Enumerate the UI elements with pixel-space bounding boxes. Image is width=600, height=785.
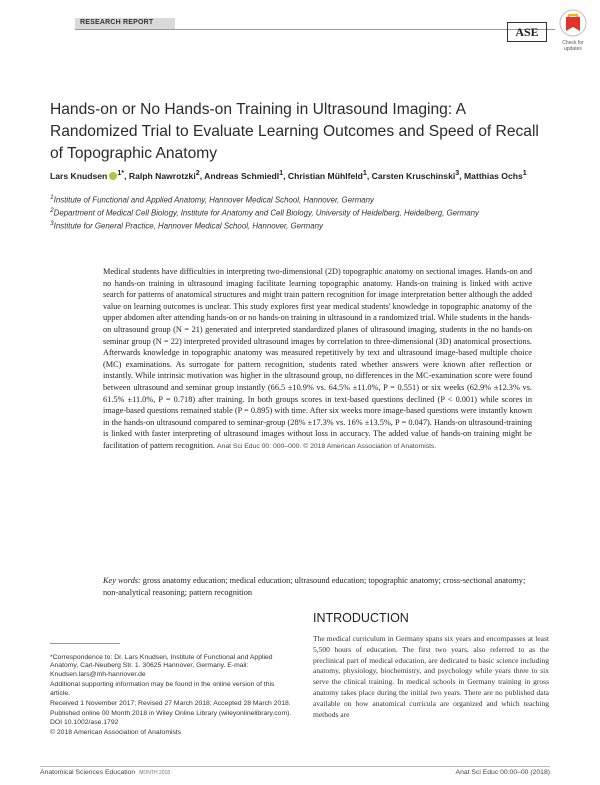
check-for-updates-badge[interactable] bbox=[556, 8, 590, 52]
author-name: Lars Knudsen bbox=[50, 170, 108, 181]
affiliation-text: Institute of Functional and Applied Anatomy, Hannover Medical School, Hannover, Germany bbox=[53, 195, 374, 205]
abstract-text: Medical students have difficulties in interpreting two-dimensional (2D) topographic anatomy on sectional images. Hands-on and no hands-on training in ultrasound imaging facilitate learning topographic anatomy. Hands-on training is linked with active search for patterns of anatomical structures and might train pattern recognition for image interpretation better although the added value on learning outcomes is unclear. This study explores first year medical students' knowledge in topographic anatomy of the upper abdomen after attending hands-on or no hands-on training in ultrasound in a randomized trial. While students in the hands-on ultrasound group (N = 21) generated and interpreted standardized planes of ultrasound imaging, students in the no hands-on seminar group (N = 22) interpreted provided ultrasound images by correlation to three-dimensional (3D) anatomical prosections. Afterwards knowledge in topographic anatomy was measured repetitively by text and ultrasound image-based multiple choice (MC) examinations. As surrogate for pattern recognition, students rated whether answers were known after reflection or instantly. While intrinsic motivation was higher in the ultrasound group, no differences in the MC-examination score were found between ultrasound and seminar group instantly (66.5 ±10.9% vs. 64.5% ±11.0%, P = 0.551) or six weeks (62.9% ±12.3% vs. 61.5% ±11.0%, P = 0.718) after training. In both groups scores in text-based questions declined (P < 0.001) while scores in image-based questions remained stable (P = 0.895) with time. After six weeks more image-based questions were instantly known in the hands-on ultrasound compared to seminar-group (28% ±17.3% vs. 16% ±13.5%, P = 0.047). Hands-on ultrasound-training is linked with faster interpreting of ultrasound images without loss in accuracy. The added value of hands-on training might be facilitation of pattern recognition. bbox=[103, 267, 532, 450]
author-affiliation-marker: 2 bbox=[195, 169, 200, 177]
author-affiliation-marker: 1 bbox=[362, 169, 367, 177]
affiliation-list bbox=[50, 193, 550, 232]
affiliation-text: Department of Medical Cell Biology, Institute for Anatomy and Cell Biology, University of Heidelberg, Heidelberg, Germany bbox=[53, 208, 479, 218]
copyright-note: © 2018 American Association of Anatomists bbox=[50, 729, 182, 737]
published-note: Published online 00 Month 2018 in Wiley Online Library (wileyonlinelibrary.com). DOI 10.1002/ase.1792 bbox=[50, 710, 292, 726]
author-name: Ralph Nawrotzki bbox=[128, 170, 196, 181]
footer-journal bbox=[40, 769, 170, 776]
author-affiliation-marker: 1* bbox=[117, 169, 125, 177]
supporting-info-note: Additional supporting information may be found in the online version of this article. bbox=[50, 681, 275, 697]
keywords bbox=[103, 575, 532, 598]
header-rule bbox=[75, 29, 555, 30]
footnote-rule bbox=[50, 643, 120, 644]
keywords-label: Key words: bbox=[103, 576, 141, 585]
abstract-citation: Anat Sci Educ 00: 000–000. © 2018 American Association of Anatomists. bbox=[217, 442, 437, 450]
abstract bbox=[103, 266, 532, 453]
footnotes bbox=[50, 654, 293, 740]
received-dates: Received 1 November 2017; Revised 27 March 2018; Accepted 28 March 2018. bbox=[50, 700, 291, 708]
author-affiliation-marker: 1 bbox=[279, 169, 284, 177]
affiliation-item bbox=[50, 193, 550, 206]
footer-month: MONTH 2018 bbox=[139, 770, 171, 776]
keywords-text: gross anatomy education; medical education; ultrasound education; topographic anatomy; cross-sectional anatomy; non-analytical reasoning; pattern recognition bbox=[103, 576, 526, 597]
introduction-body: The medical curriculum in Germany spans six years and encompasses at least 5,500 hours of education. The first two years, also referred to as the preclinical part of medical education, are dedicated to basic science including anatomy, physiology, biochemistry, and psychology while years three to six serve the clinical training. In medical schools in Germany training in gross anatomy takes place during the initial two years. There are no published data available on how anatomical curricula are organized and which teaching methods are bbox=[313, 634, 549, 719]
correspondence-note: *Correspondence to: Dr. Lars Knudsen, Institute of Functional and Applied Anatomy, Carl-Neuberg Str. 1. 30625 Hannover, Germany. E-mail: Knudsen.lars@mh-hannover.de bbox=[50, 654, 273, 678]
section-label: RESEARCH REPORT bbox=[80, 19, 154, 26]
affiliation-item bbox=[50, 206, 550, 219]
check-updates-icon bbox=[556, 8, 590, 40]
author-name: Matthias Ochs bbox=[464, 170, 523, 181]
article-title: Hands-on or No Hands-on Training in Ultrasound Imaging: A Randomized Trial to Evaluate Learning Outcomes and Speed of Recall of Topographic Anatomy bbox=[50, 101, 539, 162]
footer-page-ref: Anat Sci Educ 00:00–00 (2018) bbox=[455, 769, 550, 776]
journal-badge: ASE bbox=[507, 22, 547, 42]
affiliation-number: 2 bbox=[50, 207, 54, 215]
author-name: Carsten Kruschinski bbox=[371, 170, 456, 181]
author-affiliation-marker: 1 bbox=[522, 169, 527, 177]
author-list: Lars Knudsen $^{1*}$, Ralph Nawrotzki$^2$, Andreas Schmiedl$^1$, Christian Mühlfeld$^1$, Carsten Kruschinski$^3$, Matthias Ochs$^1$ bbox=[50, 169, 527, 181]
affiliation-item bbox=[50, 219, 550, 232]
affiliation-number: 1 bbox=[50, 194, 54, 201]
affiliation-text: Institute for General Practice, Hannover Medical School, Hannover, Germany bbox=[53, 221, 323, 231]
author-affiliation-marker: 3 bbox=[455, 169, 460, 177]
check-updates-label: Check for updates bbox=[562, 40, 584, 52]
affiliation-number: 3 bbox=[50, 220, 54, 228]
author-name: Christian Mühlfeld bbox=[287, 170, 363, 181]
author-name: Andreas Schmiedl bbox=[204, 170, 280, 181]
footer-journal-name: Anatomical Sciences Education bbox=[40, 769, 136, 776]
introduction-heading: INTRODUCTION bbox=[313, 611, 409, 625]
footer-rule bbox=[40, 766, 550, 767]
